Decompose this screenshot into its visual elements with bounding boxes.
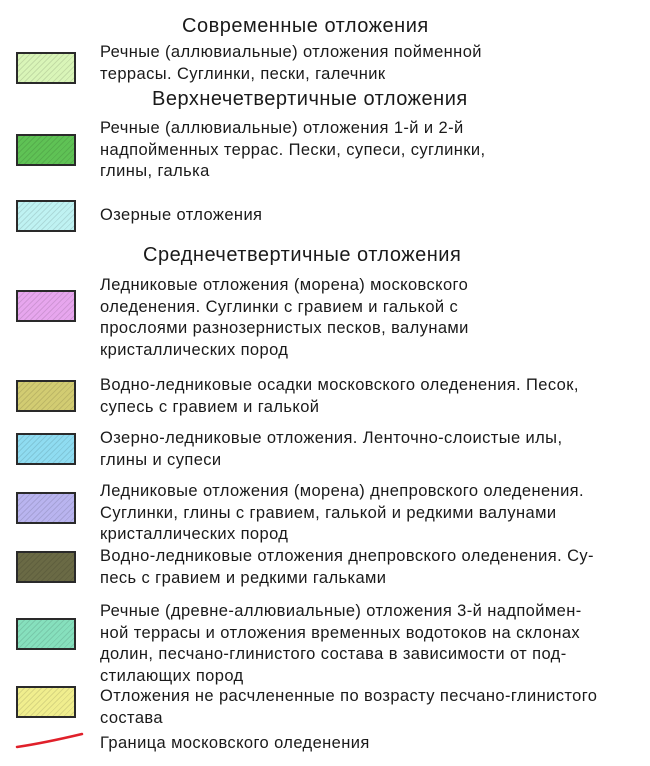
desc-lacustrine-glacial: Озерно-ледниковые отложения. Ленточно-слоистые илы, глины и супеси	[100, 429, 563, 469]
swatch-ancient-alluvial-terrace-3	[16, 618, 76, 650]
heading-middle-quaternary: Среднечетвертичные отложения	[143, 244, 462, 266]
swatch-moscow-fluvioglacial	[16, 380, 76, 412]
swatch-terraces-1-2	[16, 134, 76, 166]
moscow-glaciation-boundary-line	[14, 731, 86, 751]
swatch-floodplain-alluvial	[16, 52, 76, 84]
desc-moscow-fluvioglacial: Водно-ледниковые осадки московского оледенения. Песок, супесь с гравием и галькой	[100, 376, 579, 416]
heading-modern-deposits: Современные отложения	[182, 15, 429, 37]
swatch-lacustrine-glacial	[16, 433, 76, 465]
desc-terraces-1-2: Речные (аллювиальные) отложения 1-й и 2-й надпойменных террас. Пески, супеси, суглинки, глины, галька	[100, 119, 486, 180]
swatch-moscow-moraine	[16, 290, 76, 322]
swatch-undivided-deposits	[16, 686, 76, 718]
desc-undivided-deposits: Отложения не расчлененные по возрасту песчано-глинистого состава	[100, 687, 598, 727]
desc-ancient-alluvial-terrace-3: Речные (древне-аллювиальные) отложения 3-й надпоймен- ной террасы и отложения временных водотоков на склонах долин, песчано-глинистого состава в зависимости от под- стилающих пород	[100, 602, 582, 685]
desc-moscow-moraine: Ледниковые отложения (морена) московского оледенения. Суглинки с гравием и галькой с прослоями разнозернистых песков, валунами кристаллических пород	[100, 276, 469, 359]
desc-floodplain-alluvial: Речные (аллювиальные) отложения пойменной террасы. Суглинки, пески, галечник	[100, 43, 482, 83]
heading-upper-quaternary: Верхнечетвертичные отложения	[152, 88, 468, 110]
desc-moscow-glaciation-boundary: Граница московского оледенения	[100, 734, 370, 752]
desc-dnieper-moraine: Ледниковые отложения (морена) днепровского оледенения. Суглинки, глины с гравием, галькой и редкими валунами кристаллических пород	[100, 482, 585, 543]
swatch-dnieper-fluvioglacial	[16, 551, 76, 583]
desc-dnieper-fluvioglacial: Водно-ледниковые отложения днепровского оледенения. Су- песь с гравием и редкими гальками	[100, 547, 594, 587]
swatch-lake-deposits	[16, 200, 76, 232]
swatch-dnieper-moraine	[16, 492, 76, 524]
desc-lake-deposits: Озерные отложения	[100, 206, 263, 224]
